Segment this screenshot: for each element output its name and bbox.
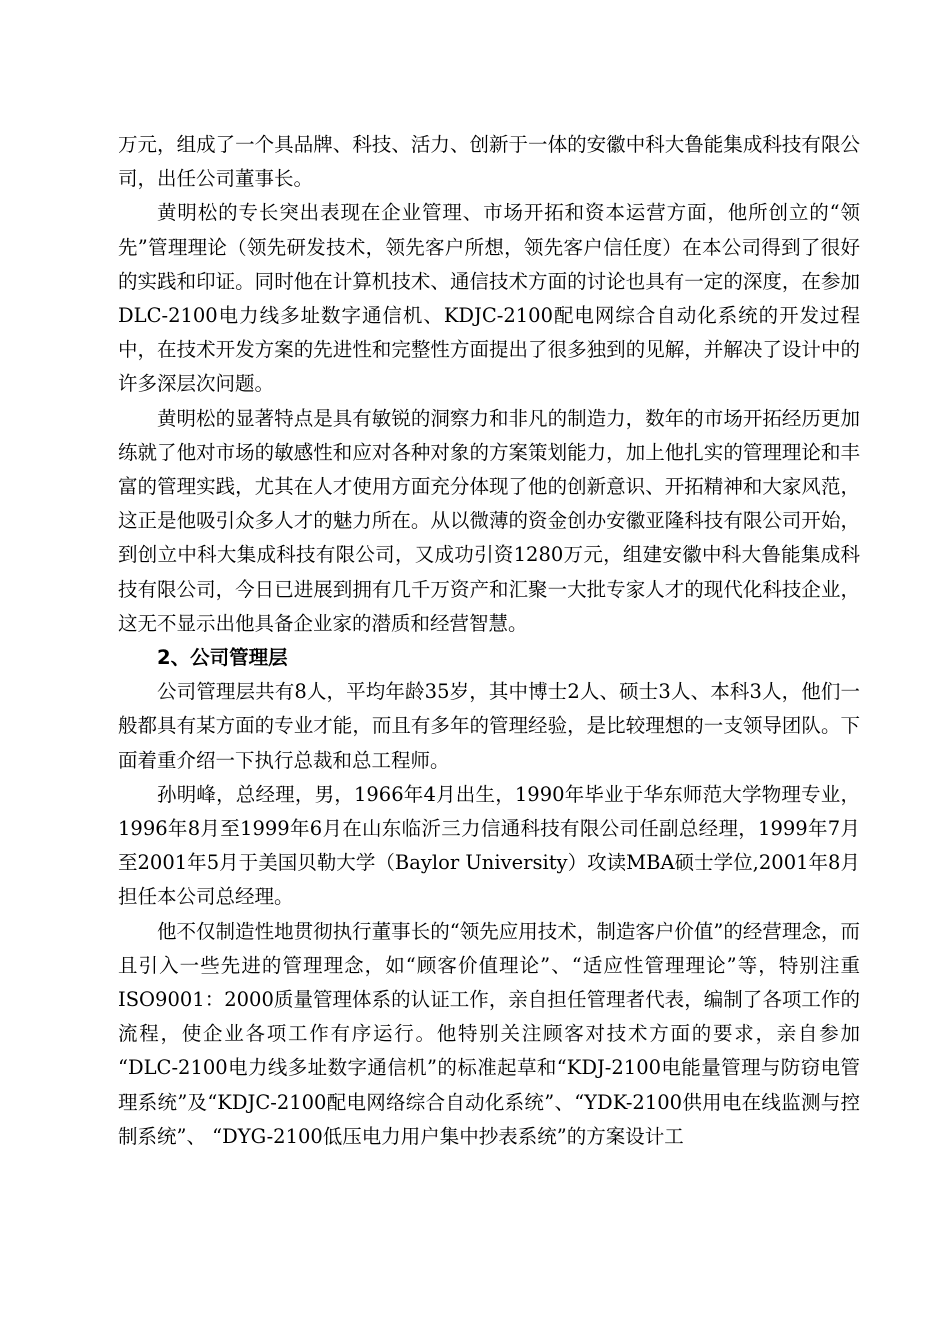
paragraph-management-overview: 公司管理层共有8人，平均年龄35岁，其中博士2人、硕士3人、本科3人，他们一般都具有某方面的专业才能，而且有多年的管理经验，是比较理想的一支领导团队。下面着重介绍一下执行总裁和总工程师。 <box>118 680 860 772</box>
paragraph-expertise: 黄明松的专长突出表现在企业管理、市场开拓和资本运营方面，他所创立的“领先”管理理论（领先研发技术，领先客户所想，领先客户信任度）在本公司得到了很好的实践和印证。同时他在计算机技术、通信技术方面的讨论也具有一定的深度，在参加DLC-2100电力线多址数字通信机、KDJC-2100配电网综合自动化系统的开发过程中，在技术开发方案的先进性和完整性方面提出了很多独到的见解，并解决了设计中的许多深层次问题。 <box>118 201 860 396</box>
paragraph-continuation: 万元，组成了一个具品牌、科技、活力、创新于一体的安徽中科大鲁能集成科技有限公司，出任公司董事长。 <box>118 133 860 191</box>
paragraph-characteristics: 黄明松的显著特点是具有敏锐的洞察力和非凡的制造力，数年的市场开拓经历更加练就了他对市场的敏感性和应对各种对象的方案策划能力，加上他扎实的管理理论和丰富的管理实践，尤其在人才使用方面充分体现了他的创新意识、开拓精神和大家风范，这正是他吸引众多人才的魅力所在。从以微薄的资金创办安徽亚隆科技有限公司开始，到创立中科大集成科技有限公司，又成功引资1280万元，组建安徽中科大鲁能集成科技有限公司，今日已进展到拥有几千万资产和汇聚一大批专家人才的现代化科技企业，这无不显示出他具备企业家的潜质和经营智慧。 <box>118 406 860 635</box>
paragraph-general-manager-work: 他不仅制造性地贯彻执行董事长的“领先应用技术，制造客户价值”的经营理念，而且引入一些先进的管理理念，如“顾客价值理论”、“适应性管理理论”等，特别注重ISO9001：2000质量管理体系的认证工作，亲自担任管理者代表，编制了各项工作的流程，使企业各项工作有序运行。他特别关注顾客对技术方面的要求，亲自参加 “DLC-2100电力线多址数字通信机”的标准起草和“KDJ-2100电能量管理与防窃电管理系统”及“KDJC-2100配电网络综合自动化系统”、“YDK-2100供用电在线监测与控制系统”、 “DYG-2100低压电力用户集中抄表系统”的方案设计工 <box>118 919 860 1148</box>
document-page <box>118 128 860 1154</box>
paragraph-general-manager-bio: 孙明峰，总经理，男，1966年4月出生，1990年毕业于华东师范大学物理专业，1996年8月至1999年6月在山东临沂三力信通科技有限公司任副总经理，1999年7月至2001年5月于美国贝勒大学（Baylor University）攻读MBA硕士学位,2001年8月担任本公司总经理。 <box>118 782 860 909</box>
section-heading-management: 2、公司管理层 <box>157 646 288 670</box>
